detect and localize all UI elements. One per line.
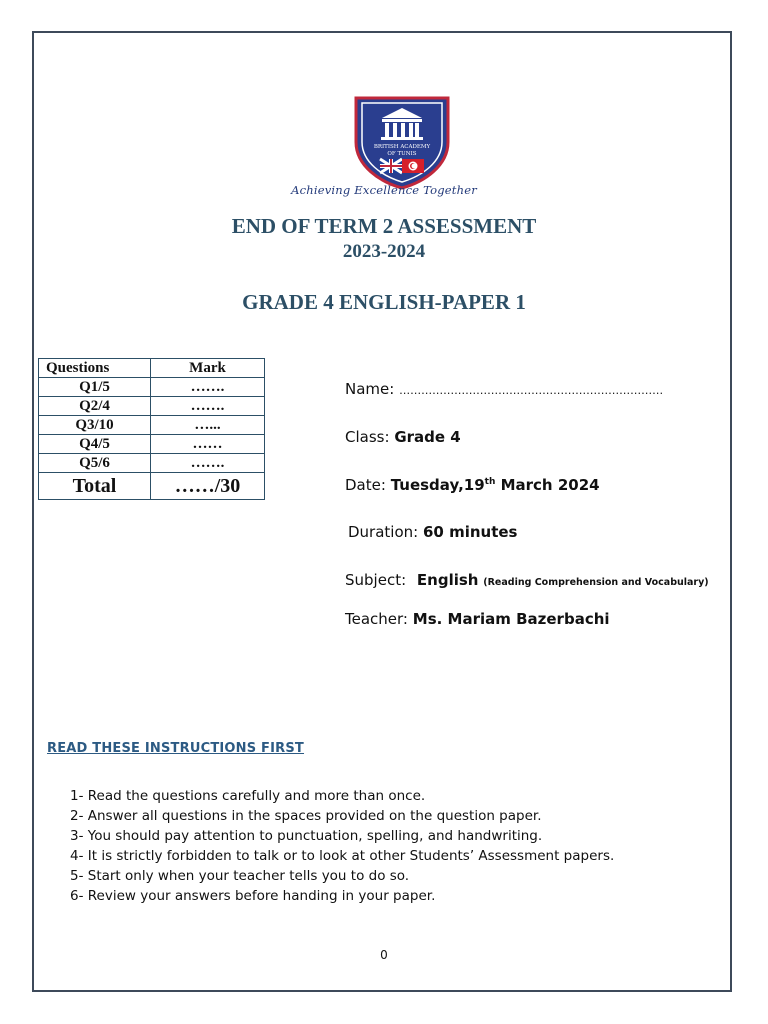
table-row <box>39 397 265 416</box>
subject-field <box>345 571 709 589</box>
page-number: 0 <box>380 948 388 962</box>
table-row <box>39 435 265 454</box>
marks-table <box>38 358 265 500</box>
date-month-year: March 2024 <box>495 476 600 494</box>
paper-title: GRADE 4 ENGLISH-PAPER 1 <box>242 290 526 314</box>
question-cell: Q5/6 <box>39 454 151 473</box>
duration-value: 60 minutes <box>422 523 518 541</box>
academic-year: 2023-2024 <box>342 241 426 262</box>
list-item: 6- Review your answers before handing in your paper. <box>70 888 436 904</box>
class-field <box>345 428 461 446</box>
duration-field <box>348 523 517 541</box>
date-field <box>345 476 600 494</box>
list-item: 5- Start only when your teacher tells you to do so. <box>70 868 410 884</box>
table-row <box>39 378 265 397</box>
class-value: Grade 4 <box>394 428 461 446</box>
mark-cell: ……. <box>151 454 265 473</box>
class-label: Class: <box>345 428 390 446</box>
date-suffix: th <box>484 477 496 487</box>
instructions-title: READ THESE INSTRUCTIONS FIRST <box>47 741 305 756</box>
teacher-field <box>345 610 610 628</box>
name-field <box>345 380 663 398</box>
list-item: 2- Answer all questions in the spaces provided on the question paper. <box>70 808 542 824</box>
subject-value: English <box>416 571 479 589</box>
date-label: Date: <box>345 476 386 494</box>
question-cell: Q1/5 <box>39 378 151 397</box>
question-cell: Q4/5 <box>39 435 151 454</box>
questions-header: Questions <box>39 359 151 378</box>
teacher-value: Ms. Mariam Bazerbachi <box>412 610 610 628</box>
mark-cell: …... <box>151 416 265 435</box>
question-cell: Q2/4 <box>39 397 151 416</box>
list-item: 4- It is strictly forbidden to talk or to look at other Students’ Assessment papers. <box>70 848 615 864</box>
school-crest-logo <box>352 94 452 190</box>
total-value: ……/30 <box>151 473 265 500</box>
date-day: Tuesday,19 <box>390 476 485 494</box>
mark-cell: ……. <box>151 397 265 416</box>
instructions-list <box>70 786 614 906</box>
total-row <box>39 473 265 500</box>
assessment-title: END OF TERM 2 ASSESSMENT <box>231 214 537 238</box>
teacher-label: Teacher: <box>345 610 408 628</box>
table-row <box>39 454 265 473</box>
question-cell: Q3/10 <box>39 416 151 435</box>
mark-cell: ……. <box>151 378 265 397</box>
subject-note: (Reading Comprehension and Vocabulary) <box>483 577 709 588</box>
subject-label: Subject: <box>345 571 407 589</box>
total-label: Total <box>39 473 151 500</box>
name-label: Name: <box>345 380 395 398</box>
name-blank: ……………………………………………………………… <box>399 384 664 397</box>
duration-label: Duration: <box>348 523 419 541</box>
logo-text-line2: OF TUNIS <box>387 151 417 157</box>
list-item: 3- You should pay attention to punctuation, spelling, and handwriting. <box>70 828 543 844</box>
school-motto: Achieving Excellence Together <box>291 183 477 197</box>
table-row <box>39 416 265 435</box>
table-header-row <box>39 359 265 378</box>
logo-text-line1: BRITISH ACADEMY <box>373 144 431 150</box>
mark-cell: …… <box>151 435 265 454</box>
date-value <box>391 476 600 494</box>
mark-header: Mark <box>151 359 265 378</box>
list-item: 1- Read the questions carefully and more than once. <box>70 788 426 804</box>
